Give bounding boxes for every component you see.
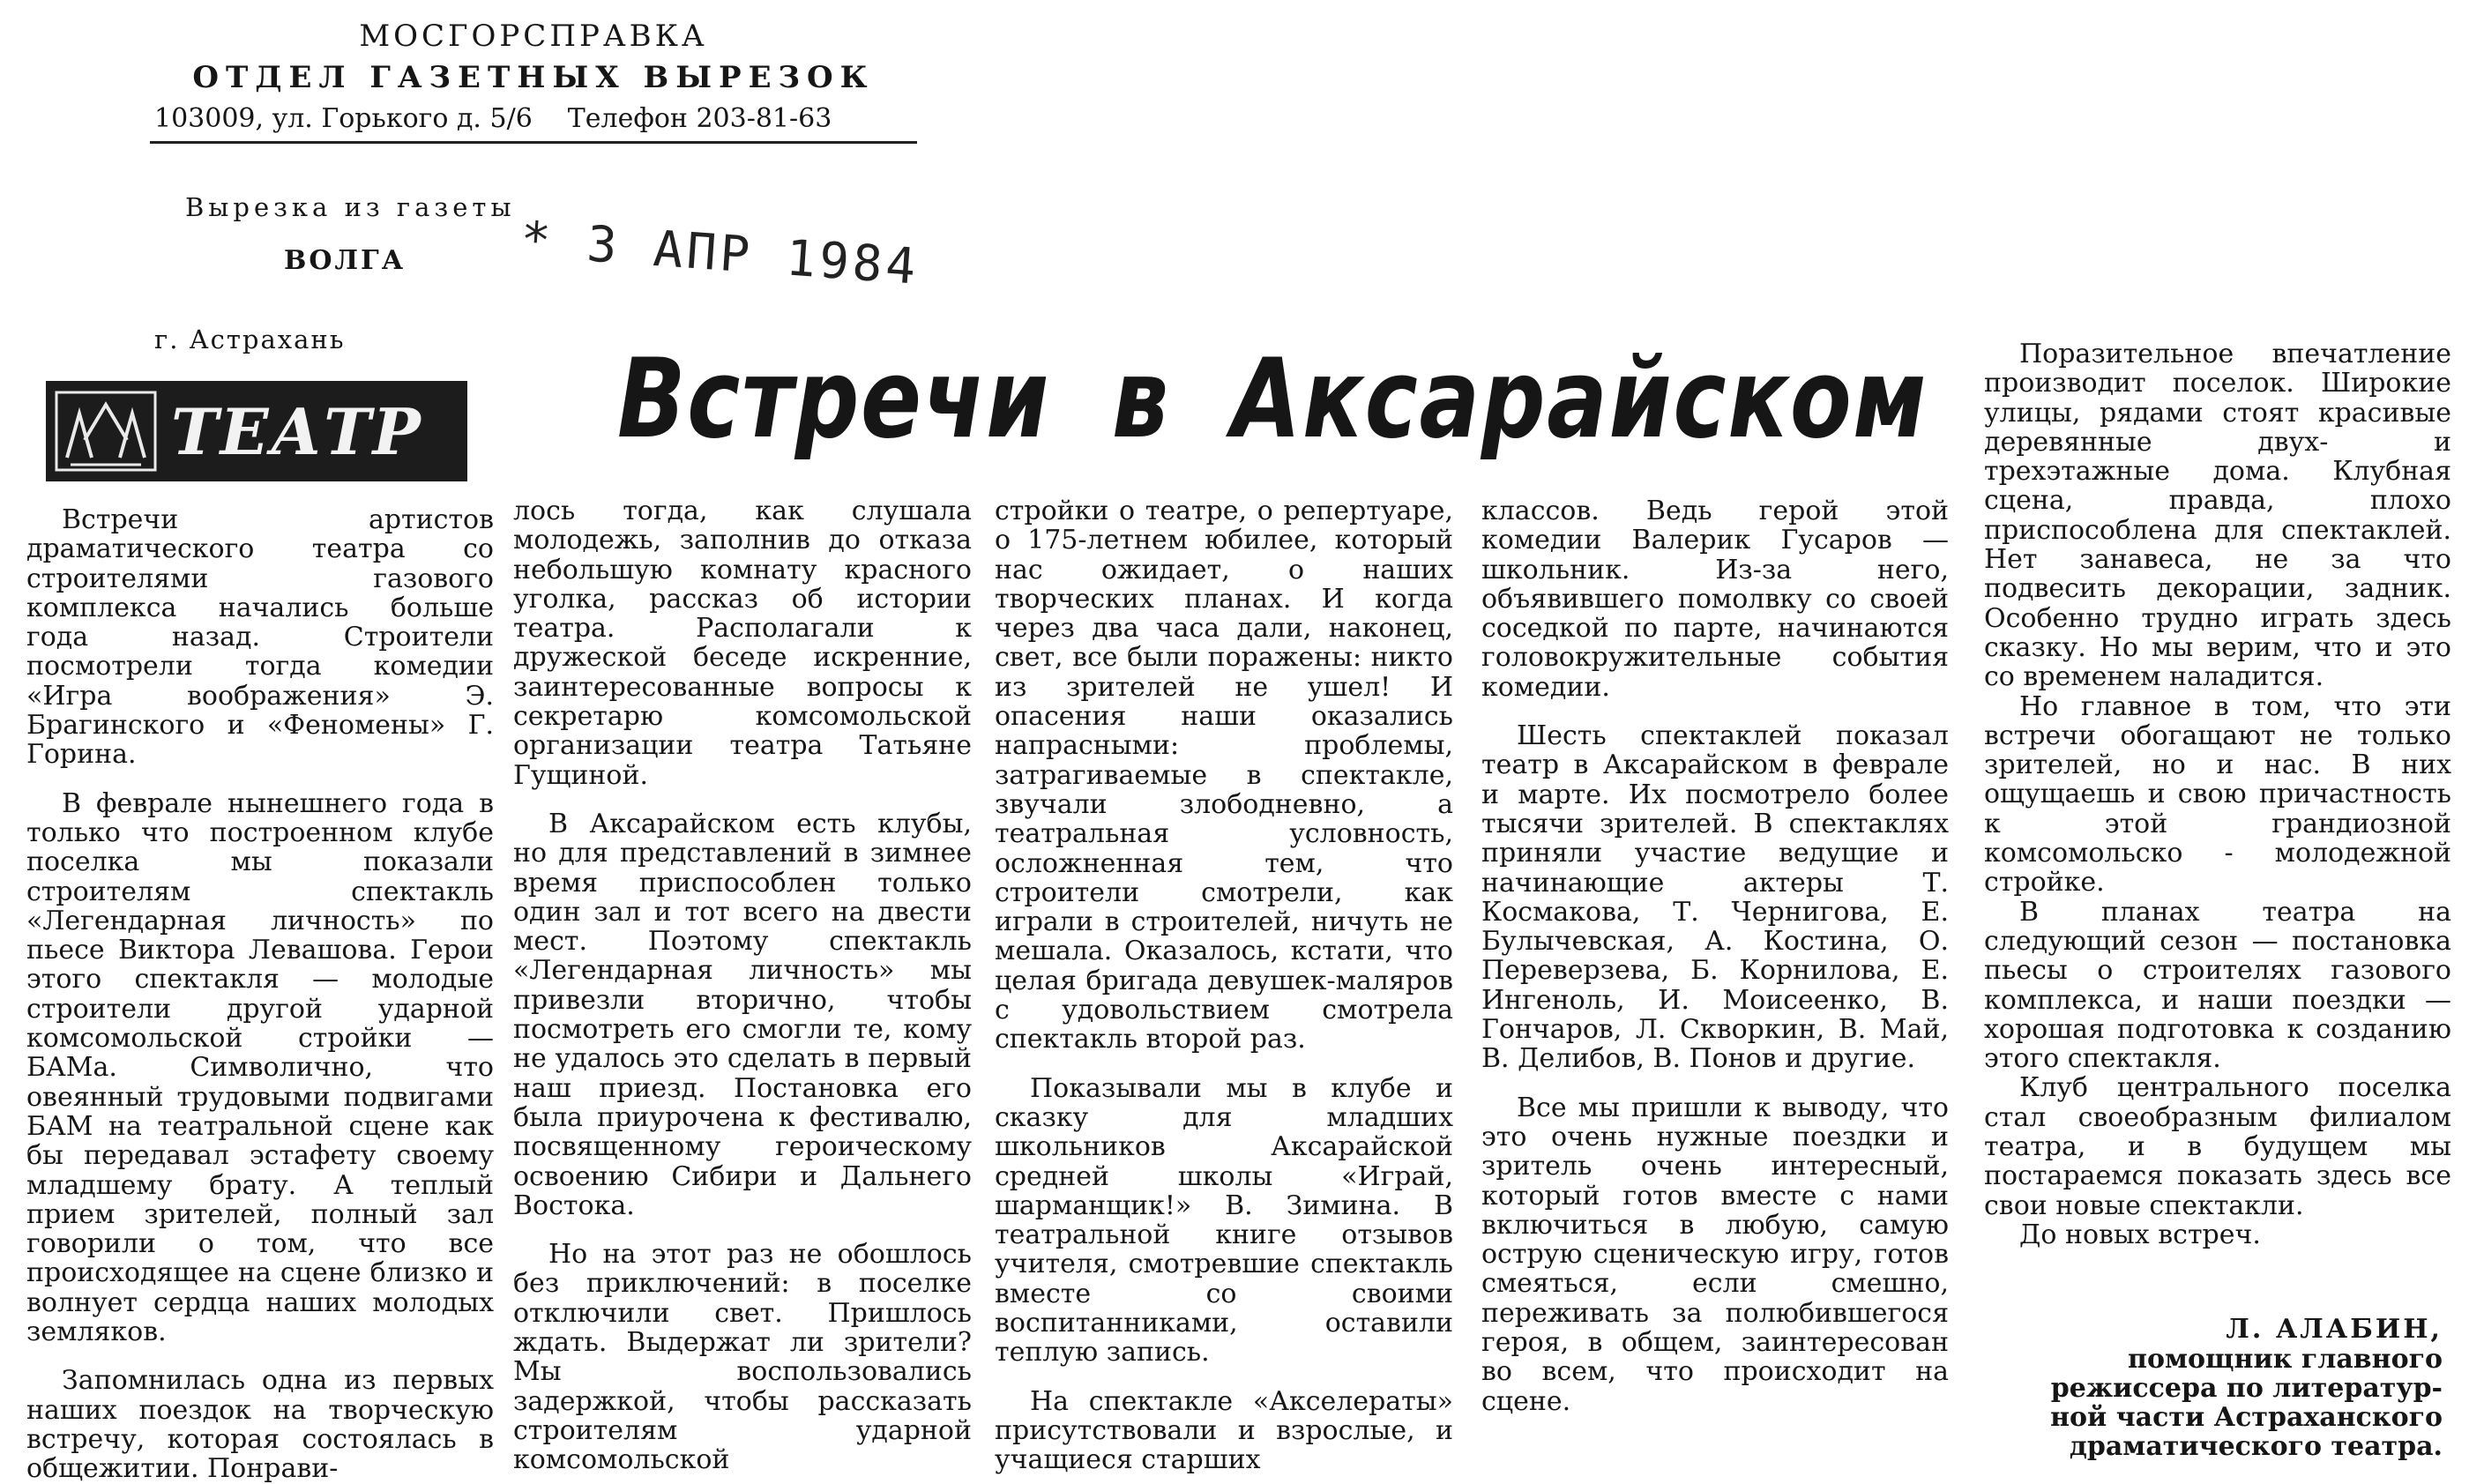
- article-column-5: [1984, 339, 2451, 1249]
- author-name: Л. АЛАБИН,: [2226, 1314, 2443, 1345]
- author-role-line: ной части Астраханского: [2050, 1402, 2443, 1433]
- paragraph: Показывали мы в клубе и сказку для младших школьников Аксарайской средней школы «Играй, шарманщик!» В. Зимина. В театральной книге отзывов учителя, смотревшие спектакль вместе со своими воспитанниками, оставили теплую запись.: [995, 1072, 1453, 1368]
- article-headline: Встречи в Аксарайском: [617, 336, 1928, 463]
- clipping-source-label: Вырезка из газеты: [185, 192, 516, 222]
- stamp-divider: [150, 141, 917, 144]
- paragraph: Но главное в том, что эти встречи обогащают не только зрителей, но и нас. В них ощущаешь и свою причастность к этой грандиозной комсомольско - молодежной стройке.: [1984, 690, 2451, 899]
- paragraph: Все мы пришли к выводу, что это очень нужные поездки и зритель очень интересный, который готов вместе с нами включиться в любую, самую острую сценическую игру, готов смеяться, если смешно, переживать за полюбившегося героя, в общем, заинтересован во всем, что происходит на сцене.: [1481, 1092, 1949, 1417]
- paragraph: Запомнилась одна из первых наших поездок на творческую встречу, которая состоялась в общежитии. Понрави-: [26, 1365, 494, 1484]
- author-role-line: драматического театра.: [2069, 1431, 2443, 1462]
- stamp-organization: МОСГОРСПРАВКА: [359, 19, 708, 54]
- article-column-4: [1481, 496, 1949, 1416]
- author-signature: [1984, 1314, 2443, 1461]
- paragraph: В планах театра на следующий сезон — постановка пьесы о строителях газового комплекса, и наши поездки — хорошая подготовка к созданию этого спектакля.: [1984, 896, 2451, 1075]
- paragraph: В Аксарайском есть клубы, но для представлений в зимнее время приспособлен только один зал и тот всего на двести мест. Поэтому спектакль «Легендарная личность» мы привезли вторично, чтобы посмотреть его смогли те, кому не удалось это сделать в первый наш приезд. Постановка его была приурочена к фестивалю, посвященному героическому освоению Сибири и Дальнего Востока.: [513, 808, 972, 1221]
- paragraph: На спектакле «Акселераты» присутствовали и взрослые, и учащиеся старших: [995, 1385, 1453, 1476]
- paragraph: Клуб центрального поселка стал своеобразным филиалом театра, и в будущем мы постараемся показать здесь все свои новые спектакли.: [1984, 1072, 2451, 1221]
- author-role-line: помощник главного: [2128, 1344, 2443, 1375]
- paragraph: Встречи артистов драматического театра со строителями газового комплекса начались больше года назад. Строители посмотрели тогда комедии «Игра воображения» Э. Брагинского и «Феномены» Г. Горина.: [26, 504, 494, 771]
- newspaper-name: ВОЛГА: [284, 245, 407, 276]
- section-rubric: [46, 381, 467, 481]
- article-column-1: [26, 505, 494, 1484]
- paragraph: стройки о театре, о репертуаре, о 175-летнем юбилее, который нас ожидает, о наших творческих планах. И когда через два часа дали, наконец, свет, все были поражены: никто из зрителей не ушел! И опасения наши оказались напрасными: проблемы, затрагиваемые в спектакле, звучали злободневно, а театральная условность, осложненная тем, что строители смотрели, как играли в строителей, ничуть не мешала. Оказалось, кстати, что целая бригада девушек-маляров с удовольствием смотрела спектакль второй раз.: [995, 496, 1453, 1055]
- article-column-2: [513, 496, 972, 1475]
- paragraph: классов. Ведь герой этой комедии Валерик Гусаров — школьник. Из-за него, объявившего помолвку со своей соседкой по парте, начинаются головокружительные события комедии.: [1481, 496, 1949, 703]
- rubric-title: ТЕАТР: [171, 393, 422, 469]
- newspaper-city: г. Астрахань: [154, 324, 346, 354]
- stamp-address: 103009, ул. Горького д. 5/6: [154, 103, 533, 134]
- paragraph: Шесть спектаклей показал театр в Аксарайском в феврале и марте. Их посмотрело более тысячи зрителей. В спектаклях приняли участие ведущие и начинающие актеры Т. Космакова, Т. Чернигова, Е. Булычевская, А. Костина, О. Переверзева, Б. Корнилова, Е. Ингеноль, И. Моисеенко, В. Гончаров, Л. Скворкин, В. Май, В. Делибов, В. Понов и другие.: [1481, 720, 1949, 1075]
- clipping-stamp: [154, 16, 913, 139]
- stamp-department: ОТДЕЛ ГАЗЕТНЫХ ВЫРЕЗОК: [192, 60, 875, 95]
- paragraph: Но на этот раз не обошлось без приключений: в поселке отключили свет. Пришлось ждать. Выдержат ли зрители? Мы воспользовались задержкой, чтобы рассказать строителям ударной комсомольской: [513, 1239, 972, 1476]
- paragraph: Поразительное впечатление производит поселок. Широкие улицы, рядами стоят красивые деревянные двух- и трехэтажные дома. Клубная сцена, правда, плохо приспособлена для спектаклей. Нет занавеса, не за что подвесить декорации, задник. Особенно трудно играть здесь сказку. Но мы верим, что и это со временем наладится.: [1984, 339, 2451, 693]
- ornament-icon: [53, 387, 159, 475]
- stamp-address-line: [154, 99, 913, 139]
- paragraph: В феврале нынешнего года в только что построенном клубе поселка мы показали строителям спектакль «Легендарная личность» по пьесе Виктора Левашова. Герои этого спектакля — молодые строители другой ударной комсомольской стройки — БАМа. Символично, что овеянный трудовыми подвигами БАМ на театральной сцене как бы передавал эстафету своему младшему брату. А теплый прием зрителей, полный зал говорили о том, что все происходящее на сцене близко и волнует сердца наших молодых земляков.: [26, 787, 494, 1348]
- paragraph: лось тогда, как слушала молодежь, заполнив до отказа небольшую комнату красного уголка, рассказ об истории театра. Располагали к дружеской беседе искренние, заинтересованные вопросы к секретарю комсомольской организации театра Татьяне Гущиной.: [513, 496, 972, 791]
- article-column-3: [995, 496, 1453, 1475]
- date-stamp: * 3 АПР 1984: [518, 211, 921, 296]
- stamp-phone: Телефон 203-81-63: [567, 103, 832, 134]
- paragraph: До новых встреч.: [2019, 1219, 2261, 1250]
- author-role-line: режиссера по литератур-: [2050, 1373, 2443, 1404]
